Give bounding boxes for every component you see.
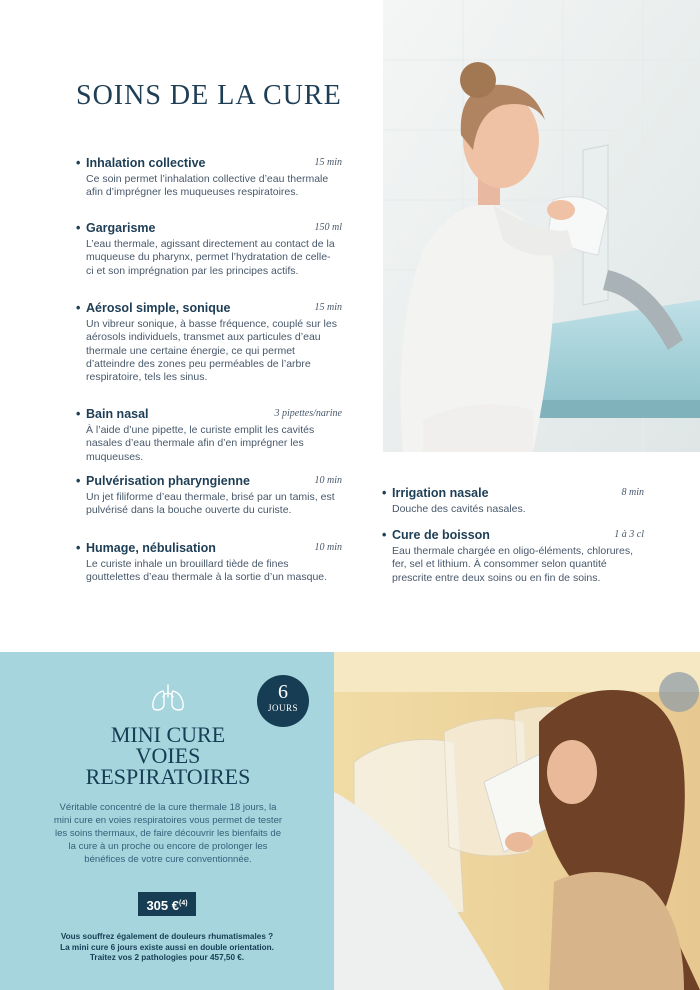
- price-value: 305 €: [146, 898, 179, 913]
- soin-gargarisme: [76, 221, 342, 278]
- mini-cure-title: [40, 724, 296, 787]
- soin-cure-de-boisson: [382, 528, 644, 585]
- mini-cure-title-line: RESPIRATOIRES: [85, 764, 251, 789]
- soin-description: Le curiste inhale un brouillard tiède de fines gouttelettes d’eau thermale à la sortie d’un masque.: [86, 558, 328, 584]
- soin-description: Ce soin permet l’inhalation collective d’eau thermale afin d’imprégner les muqueuses respiratoires.: [86, 173, 329, 199]
- soin-description: L’eau thermale, agissant directement au contact de la muqueuse du pharynx, permet l’hydratation de celle-ci et son imprégnation par les principes actifs.: [86, 238, 335, 277]
- soin-quantity: 3 pipettes/narine: [274, 408, 342, 419]
- soin-quantity: 10 min: [314, 542, 342, 553]
- soin-quantity: 8 min: [621, 487, 644, 498]
- soin-pulverisation: [76, 474, 342, 518]
- lungs-icon: [150, 683, 186, 713]
- badge-unit: JOURS: [267, 703, 298, 713]
- note-line: Vous souffrez également de douleurs rhumatismales ?: [60, 932, 274, 941]
- soin-aerosol: [76, 301, 342, 384]
- badge-number: 6: [278, 681, 288, 703]
- soin-name: • Humage, nébulisation: [76, 541, 338, 555]
- price-tag: [138, 892, 196, 916]
- photo-inhalation: [383, 0, 700, 452]
- mini-cure-title-line: MINI CURE: [110, 722, 226, 747]
- soin-irrigation-nasale: [382, 486, 644, 516]
- note-line: La mini cure 6 jours existe aussi en double orientation.: [60, 942, 274, 952]
- soin-name: • Bain nasal: [76, 407, 338, 421]
- soin-inhalation-collective: [76, 156, 342, 200]
- soin-name: • Inhalation collective: [76, 156, 338, 170]
- double-orientation-note: [44, 932, 290, 964]
- note-line: Traitez vos 2 pathologies pour 457,50 €.: [89, 953, 245, 963]
- soin-description: Douche des cavités nasales.: [392, 503, 526, 515]
- photo-inhalation-room: [334, 652, 700, 990]
- soin-humage: [76, 541, 342, 585]
- page-title: SOINS DE LA CURE: [76, 80, 342, 111]
- soin-name: • Pulvérisation pharyngienne: [76, 474, 338, 488]
- soin-description: À l’aide d’une pipette, le curiste emplit les cavités nasales d’eau thermale afin d’en imprégner les muqueuses.: [86, 424, 315, 463]
- soin-bain-nasal: [76, 407, 342, 464]
- days-badge: [257, 675, 309, 727]
- soin-quantity: 1 à 3 cl: [614, 529, 644, 540]
- mini-cure-title-line: VOIES: [135, 743, 201, 768]
- soin-quantity: 15 min: [314, 157, 342, 168]
- price-footnote: (4): [178, 900, 188, 907]
- soin-name: • Aérosol simple, sonique: [76, 301, 338, 315]
- soin-quantity: 150 ml: [314, 222, 342, 233]
- soin-name: • Cure de boisson: [382, 528, 644, 542]
- soin-name: • Irrigation nasale: [382, 486, 644, 500]
- soin-name: • Gargarisme: [76, 221, 338, 235]
- soin-description: Un jet filiforme d’eau thermale, brisé par un tamis, est pulvérisé dans la bouche ouverte du curiste.: [86, 491, 335, 517]
- soin-description: Un vibreur sonique, à basse fréquence, couplé sur les aérosols individuels, transmet aux particules d’eau thermale une certaine énergie, ce qui permet d’atteindre des zones peu perméables de l’arbre respiratoire, tels les sinus.: [86, 318, 337, 384]
- soin-description: Eau thermale chargée en oligo-éléments, chlorures, fer, sel et lithium. À consommer selon quantité prescrite entre deux soins ou en fin de soins.: [392, 545, 634, 584]
- soin-quantity: 10 min: [314, 475, 342, 486]
- soin-quantity: 15 min: [314, 302, 342, 313]
- mini-cure-description: Véritable concentré de la cure thermale 18 jours, la mini cure en voies respiratoires vous permet de tester les soins thermaux, de faire découvrir les bienfaits de la cure à un proche ou encore de prolonger les bénéfices de votre cure conventionnée.: [53, 802, 283, 865]
